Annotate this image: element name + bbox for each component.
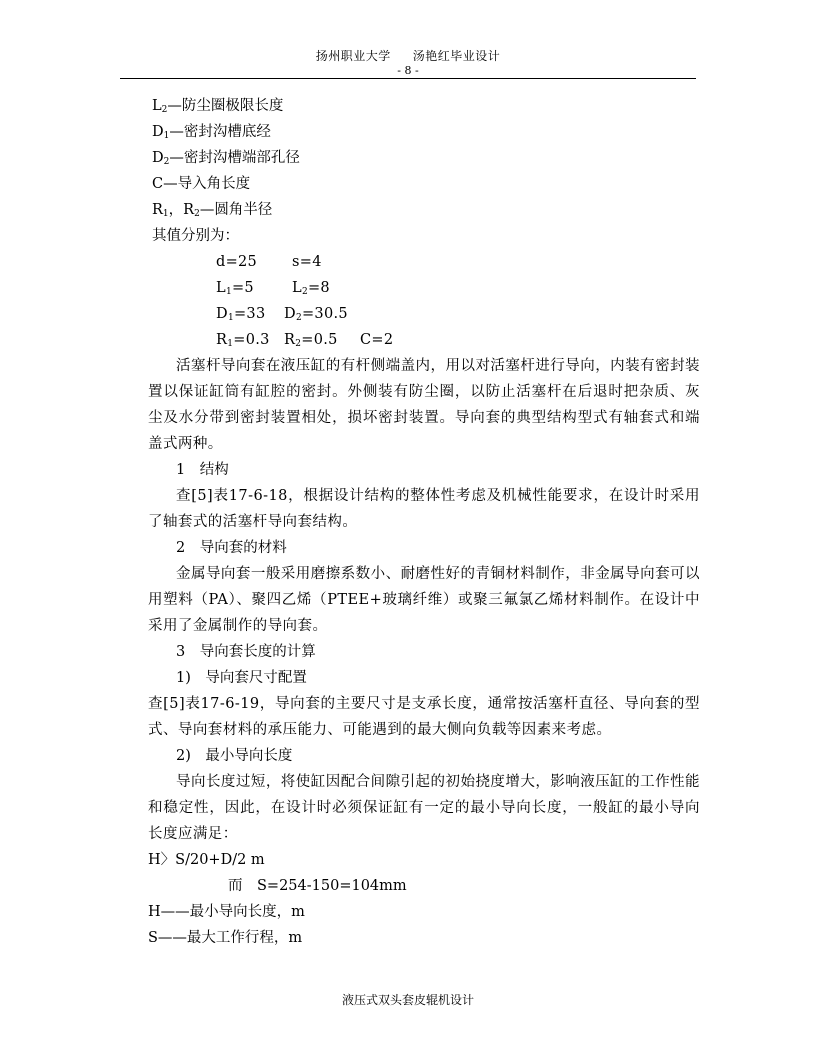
section-heading-material: 2 导向套的材料: [176, 540, 287, 556]
formula-stroke: 而 S=254-150=104mm: [228, 878, 407, 894]
values-row-2: $L_1=5$ $L_2=8$: [216, 280, 330, 297]
paragraph-material: 金属导向套一般采用磨擦系数小、耐磨性好的青铜材料制作，非金属导向套可以用塑料（PA）、聚四乙烯（PTEE+玻璃纤维）或聚三氟氯乙烯材料制作。在设计中采用了金属制作的导向套。: [148, 566, 700, 634]
values-intro: 其值分别为：: [152, 228, 239, 244]
page-header: [120, 48, 696, 64]
definition-h: H——最小导向长度，m: [148, 904, 305, 920]
paragraph-guide-sleeve-intro: 活塞杆导向套在液压缸的有杆侧端盖内，用以对活塞杆进行导向，内装有密封装置以保证缸筒有缸腔的密封。外侧装有防尘圈，以防止活塞杆在后退时把杂质、灰尘及水分带到密封装置相处，损坏密封装置。导向套的典型结构型式有轴套式和端盖式两种。: [148, 358, 700, 452]
paragraph-structure: 查[5]表17-6-18，根据设计结构的整体性考虑及机械性能要求，在设计时采用了轴套式的活塞杆导向套结构。: [148, 488, 700, 530]
definition-s: S——最大工作行程，m: [148, 930, 303, 946]
header-university: 扬州职业大学: [315, 49, 391, 63]
document-body: [148, 93, 700, 951]
values-row-4: $R_1=0.3$ $R_2=0.5$ C=2: [216, 332, 394, 349]
definition-r: $R_1$，$R_2—$圆角半径: [152, 202, 273, 219]
definition-d2: $D_2—$密封沟槽端部孔径: [152, 150, 300, 167]
subsection-heading-size-config: 1) 导向套尺寸配置: [176, 670, 307, 686]
paragraph-min-length: 导向长度过短，将使缸因配合间隙引起的初始挠度增大，影响液压缸的工作性能和稳定性，因此，在设计时必须保证缸有一定的最小导向长度，一般缸的最小导向长度应满足：: [148, 774, 700, 842]
header-author-title: 汤艳红毕业设计: [412, 49, 501, 63]
definition-l2: $L_2—$防尘圈极限长度: [152, 98, 284, 115]
definition-d1: $D_1—$密封沟槽底经: [152, 124, 271, 141]
section-heading-length-calc: 3 导向套长度的计算: [176, 644, 316, 660]
values-row-1: d=25 s=4: [216, 254, 322, 270]
header-rule: [120, 78, 696, 79]
formula-min-guide-length: H〉S/20+D/2 m: [148, 852, 265, 868]
paragraph-size-config: 查[5]表17-6-19，导向套的主要尺寸是支承长度，通常按活塞杆直径、导向套的型式、导向套材料的承压能力、可能遇到的最大侧向负载等因素来考虑。: [148, 696, 700, 738]
definition-c: C—导入角长度: [152, 176, 251, 192]
page-number: - 8 -: [397, 64, 419, 77]
subsection-heading-min-length: 2) 最小导向长度: [176, 748, 293, 764]
page-footer: 液压式双头套皮辊机设计: [341, 993, 474, 1007]
section-heading-structure: 1 结构: [176, 462, 229, 478]
values-row-3: $D_1=33$ $D_2=30.5$: [216, 306, 348, 323]
